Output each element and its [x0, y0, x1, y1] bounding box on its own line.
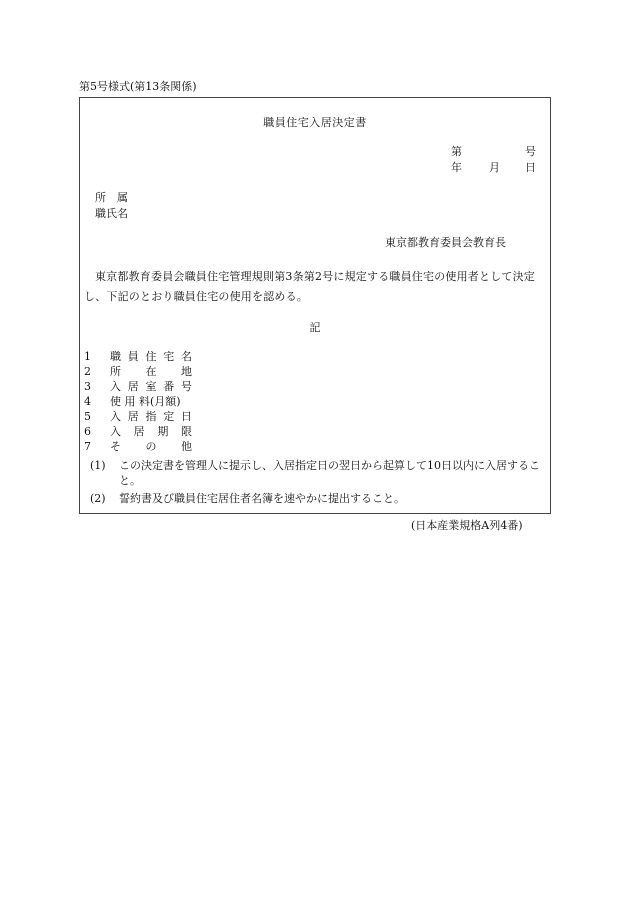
list-item — [84, 381, 192, 396]
item-label: 使 用 料(月額) — [110, 395, 181, 408]
list-item — [84, 441, 192, 456]
item-label-char: 室 — [145, 380, 157, 393]
item-label — [110, 411, 192, 426]
item-label — [110, 426, 192, 441]
item-number: 3 — [84, 380, 91, 393]
item-label-char: 在 — [145, 365, 157, 378]
item-label-char: 期 — [157, 425, 169, 438]
list-item — [84, 426, 192, 441]
item-label — [110, 351, 192, 366]
form-number: 第5号様式(第13条関係) — [79, 80, 197, 93]
item-label-char: 居 — [127, 410, 139, 423]
list-item — [84, 396, 192, 411]
item-label-char: 居 — [133, 425, 145, 438]
note-item — [90, 491, 546, 506]
list-item — [84, 366, 192, 381]
footer-note: (日本産業規格A列4番) — [411, 519, 523, 532]
date-block — [451, 146, 536, 178]
item-number: 5 — [84, 410, 91, 423]
issuer: 東京都教育委員会教育長 — [385, 236, 506, 249]
item-label-char: 他 — [181, 440, 192, 453]
item-label-char: 名 — [181, 350, 192, 363]
item-label-char: 号 — [181, 380, 192, 393]
list-item — [84, 411, 192, 426]
form-frame — [79, 97, 551, 514]
name-label: 職氏名 — [95, 207, 128, 220]
item-label-char: 入 — [110, 425, 121, 438]
item-label-char: 日 — [181, 410, 192, 423]
number-suffix: 号 — [525, 145, 536, 158]
number-prefix: 第 — [451, 145, 462, 158]
item-number: 7 — [84, 440, 91, 453]
item-label-char: の — [145, 440, 157, 453]
note-text: この決定書を管理人に提示し、入居指定日の翌日から起算して10日以内に入居すること。 — [119, 459, 540, 487]
item-label-char: 指 — [145, 410, 157, 423]
day-label: 日 — [525, 161, 536, 174]
items-list — [84, 351, 192, 456]
item-number: 2 — [84, 365, 91, 378]
notes-list — [90, 458, 546, 509]
ki-heading: 記 — [309, 321, 321, 334]
item-label-char: そ — [110, 440, 121, 453]
document-title: 職員住宅入居決定書 — [263, 116, 367, 129]
date-row — [451, 162, 536, 178]
item-number: 4 — [84, 395, 91, 408]
item-label-char: 限 — [180, 425, 192, 438]
item-label-char: 所 — [110, 365, 121, 378]
recipient-block — [95, 192, 128, 224]
month-label: 月 — [489, 161, 500, 174]
note-number: (2) — [90, 492, 106, 505]
note-number: (1) — [90, 459, 106, 472]
body-text: 東京都教育委員会職員住宅管理規則第3条第2号に規定する職員住宅の使用者として決定し、下記のとおり職員住宅の使用を認める。 — [84, 270, 535, 303]
document-number-row — [451, 146, 536, 162]
item-label-char: 住 — [145, 350, 157, 363]
item-label-char: 番 — [163, 380, 175, 393]
item-label-char: 員 — [127, 350, 139, 363]
item-label-char: 定 — [163, 410, 175, 423]
item-label-char: 入 — [110, 380, 121, 393]
item-label — [110, 366, 192, 381]
item-label-char: 居 — [127, 380, 139, 393]
item-label-char: 地 — [181, 365, 192, 378]
item-label — [110, 381, 192, 396]
item-label-char: 職 — [110, 350, 121, 363]
item-number: 6 — [84, 425, 91, 438]
item-number: 1 — [84, 350, 91, 363]
item-label-char: 入 — [110, 410, 121, 423]
list-item — [84, 351, 192, 366]
item-label-char: 宅 — [163, 350, 175, 363]
year-label: 年 — [451, 161, 462, 174]
note-item — [90, 458, 546, 488]
department-label: 所 属 — [95, 191, 128, 204]
note-text: 誓約書及び職員住宅居住者名簿を速やかに提出すること。 — [119, 492, 405, 505]
item-label — [110, 441, 192, 456]
